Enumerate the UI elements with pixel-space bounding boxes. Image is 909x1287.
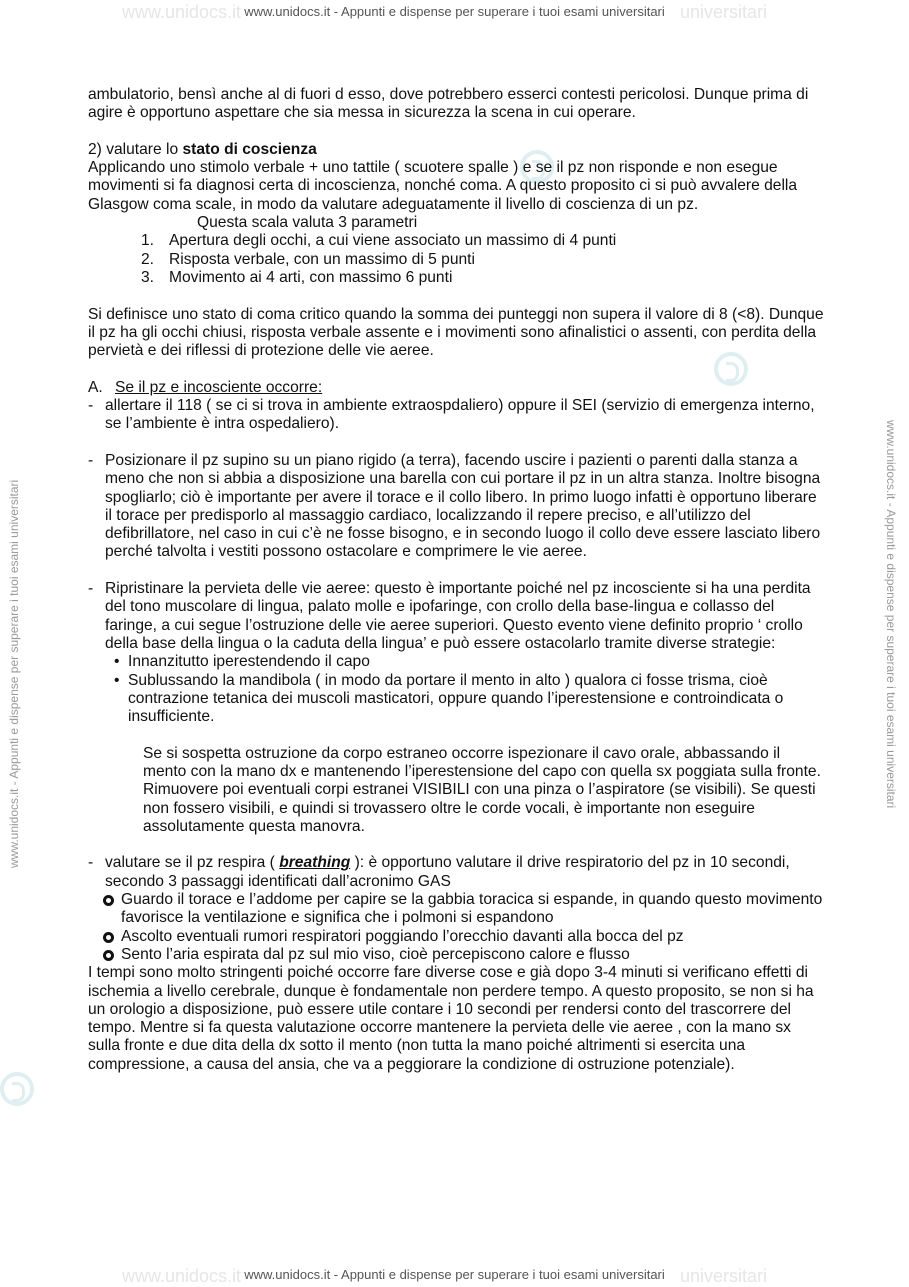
scale-intro: Questa scala valuta 3 parametri (197, 214, 418, 232)
intro-paragraph: ambulatorio, bensì anche al di fuori d esso, dove potrebbero esserci contesti pericolosi. Dunque prima di agire è opportuno aspettare che sia messa in sicurezza la scena in cui operare. (88, 86, 809, 122)
closing-paragraph: I tempi sono molto stringenti poiché occorre fare diverse cose e già dopo 3-4 minuti si verificano effetti di ischemia a livello cerebrale, dunque è fondamentale non perdere tempo. A questo proposito, se non si ha un orologio a disposizione, può essere utile contare i 10 secondi per rendersi conto del trascorrere del tempo. Mentre si fa questa valutazione occorre mantenere la pervieta delle vie aeree , con la mano sx sulla fronte e due dita della dx sotto il mento (non tutta la mano poiché altrimenti si esercita una compressione, a causa del ansia, che va a peggiorare la condizione di ostruzione potenziale). (88, 964, 814, 1073)
watermark-ghost-right: universitari (680, 2, 768, 22)
list-item: • Innanzitutto iperestendendo il capo (114, 653, 370, 671)
breathing-term: breathing (279, 854, 351, 872)
strategies-list (88, 653, 826, 726)
list-item: Sento l’aria espirata dal pz sul mio viso, cioè percepiscono calore e flusso (88, 946, 826, 964)
section-title: Se il pz e incosciente occorre: (115, 378, 323, 396)
step2-heading (88, 141, 826, 159)
list-item: 2. Risposta verbale, con un massimo di 5 punti (141, 250, 475, 268)
dash-item-breathing: - valutare se il pz respira ( breathing ): è opportuno valutare il drive respiratorio del pz in 10 secondi, secondo 3 passaggi identificati dall’acronimo GAS (88, 854, 790, 890)
document-body (88, 86, 826, 1074)
list-item: Ascolto eventuali rumori respiratori poggiando l’orecchio davanti alla bocca del pz (88, 928, 826, 946)
watermark-ghost-left: www.unidocs.it (122, 2, 242, 22)
coma-paragraph: Si definisce uno stato di coma critico quando la somma dei punteggi non supera il valore di 8 (<8). Dunque il pz ha gli occhi chiusi, risposta verbale assente e i movimenti sono afinalistici o assenti, con perdita della pervietà e dei riflessi di protezione delle vie aeree. (88, 305, 824, 360)
list-item: • Sublussando la mandibola ( in modo da portare il mento in alto ) qualora ci fosse trisma, cioè contrazione tetanica dei muscoli masticatori, oppure quando l’iperestensione e controindicata o insufficiente. (114, 671, 784, 726)
circle-bullet-icon (103, 950, 114, 961)
step2-bold: stato di coscienza (182, 140, 317, 158)
watermark-side-right: www.unidocs.it - Appunti e dispense per superare i tuoi esami universitari (884, 420, 898, 809)
section-a-heading (88, 379, 826, 397)
list-item: Guardo il torace e l’addome per capire se la gabbia toracica si espande, in quando questo movimento favorisce la ventilazione e significa che i polmoni si espandono (88, 891, 826, 928)
foreign-body-paragraph: Se si sospetta ostruzione da corpo estraneo occorre ispezionare il cavo orale, abbassando il mento con la mano dx e mantenendo l’iperestensione del capo con quella sx poggiata sulla fronte. Rimuovere poi eventuali corpi estranei VISIBILI con una pinza o l’aspiratore (se visibili). Se questi non fossero visibili, e quindi si trovassero oltre le corde vocali, è importante non eseguire assolutamente questa manovra. (143, 744, 821, 835)
watermark-ghost-bottom-right: universitari (680, 1266, 768, 1286)
dash-marker: - (88, 580, 94, 598)
step2-prefix: 2) valutare lo (88, 140, 183, 158)
step2-body: Applicando uno stimolo verbale + uno tattile ( scuotere spalle ) e se il pz non risponde e non esegue movimenti si fa diagnosi certa di incoscienza, nonché coma. A questo proposito ci si può avvalere della Glasgow coma scale, in modo da valutare adeguatamente il livello di coscienza di un pz. (88, 159, 798, 213)
dash-item-position: - Posizionare il pz supino su un piano rigido (a terra), facendo uscire i pazienti o parenti dalla stanza a meno che non si abbia a disposizione una barella con cui portare il pz in un altra stanza. Inoltre bisogna spogliarlo; ciò è importante per avere il torace e il collo libero. In primo luogo infatti è opportuno liberare il torace per predisporlo al massaggio cardiaco, localizzando il repere preciso, e all’utilizzo del defibrillatore, nel caso in cui c’è ne fosse bisogno, e in secondo luogo il collo deve essere lasciato libero perché talvolta i vestiti possono ostacolare e comprimere le vie aeree. (88, 451, 821, 561)
watermark-ghost-bottom-left: www.unidocs.it (122, 1266, 242, 1286)
circle-bullet-icon (103, 932, 114, 943)
watermark-header: www.unidocs.it - Appunti e dispense per superare i tuoi esami universitari (244, 4, 665, 19)
dash-marker: - (88, 451, 94, 469)
watermark-footer: www.unidocs.it - Appunti e dispense per superare i tuoi esami universitari (244, 1267, 665, 1282)
list-item: 1. Apertura degli occhi, a cui viene associato un massimo di 4 punti (141, 232, 617, 250)
dash-marker: - (88, 397, 94, 415)
dash-item-airway: - Ripristinare la pervieta delle vie aeree: questo è importante poiché nel pz incosciente si ha una perdita del tono muscolare di lingua, palato molle e ipofaringe, con crollo della base-lingua e collasso del faringe, a cui segue l’ostruzione delle vie aeree superiori. Questo evento viene definito proprio ‘ crollo della base della lingua o la caduta della lingua’ e può essere ostacolarlo tramite diverse strategie: (88, 580, 811, 652)
watermark-logo-icon (0, 1072, 34, 1106)
gas-list (88, 891, 826, 964)
circle-bullet-icon (103, 895, 114, 906)
scale-params-list (88, 232, 826, 287)
section-letter: A. (88, 378, 103, 396)
dash-marker: - (88, 854, 94, 872)
list-item: 3. Movimento ai 4 arti, con massimo 6 punti (141, 268, 453, 286)
dash-item-alert: - allertare il 118 ( se ci si trova in ambiente extraospdaliero) oppure il SEI (servizio di emergenza interno, se l’ambiente è intra ospedaliero). (88, 397, 815, 433)
watermark-side-left: www.unidocs.it - Appunti e dispense per superare i tuoi esami universitari (7, 479, 21, 868)
